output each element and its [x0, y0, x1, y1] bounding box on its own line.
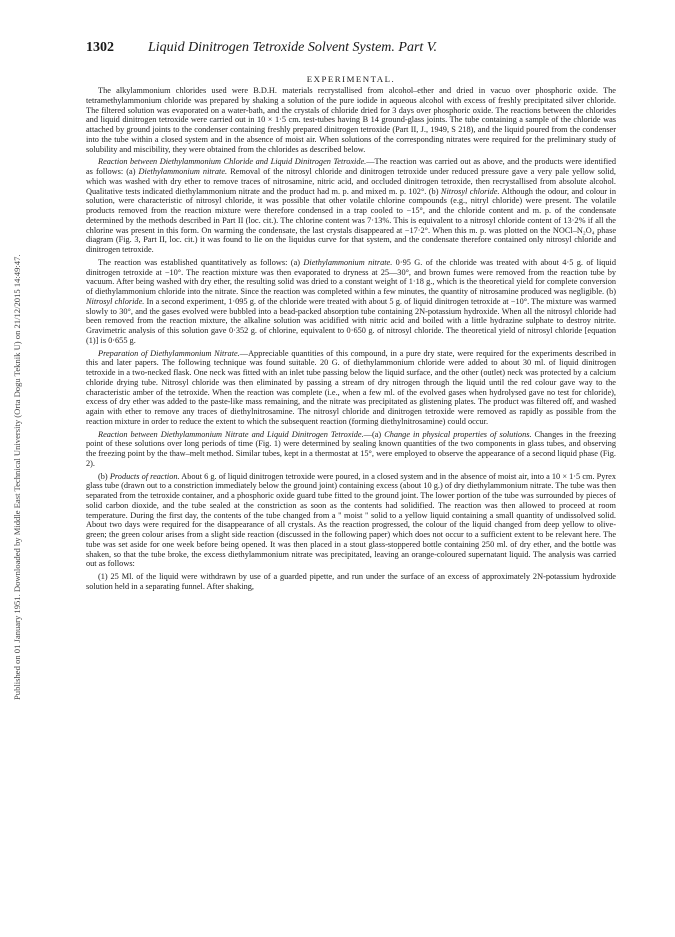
- paragraph-text: 0·95 G. of the chloride was treated with about 4·5 g. of liquid dinitrogen tetroxide at −10°. The reaction mixture was then evaporated to dryness at 25—30°, and brown fumes were removed from the reaction tube by vacuum. After being washed with dry ether, the resulting solid was dried to a constant weight of 1·18 g., which is the theoretical yield for complete conversion of diethylammonium chloride into the nitrate. Since the reaction was completed within a few minutes, the quantity of nitrosamine produced was negligible. (b): [86, 257, 617, 296]
- paragraph-title: Preparation of Diethylammonium Nitrate.: [98, 348, 240, 358]
- inline-emphasis: Diethylammonium nitrate.: [138, 167, 228, 176]
- paragraph-preparation: [86, 349, 616, 427]
- paragraph-text: —Appreciable quantities of this compound, in a pure dry state, were required for the experiments described in this and later papers. The following technique was found suitable. 20 G. of diethylammonium chloride were added to about 30 ml. of liquid dinitrogen tetroxide in a two-necked flask. One neck was fitted with an inlet tube passing below the liquid surface, and the other (outlet) neck was protected by a calcium chloride drying tube. Nitrosyl chloride was then eliminated by passing a stream of dry nitrogen through the liquid until the red colour gave way to the characteristic amber of the tetroxide. When the reaction was complete (i.e., when a few ml. of the evolved gases when hydrolysed gave no test for chloride), excess of dry ether was added to the paste-like mass remaining, and the nitrate was precipitated as glistening plates. The product was filtered off, and washed again with ether to remove any traces of diethylnitrosamine. The nitrosyl chloride and dinitrogen tetroxide were removed as rapidly as possible from the reaction mixture in order to reduce the extent to which the subsequent reaction (forming diethylnitrosamine) could occur.: [86, 348, 616, 426]
- download-watermark: [4, 0, 22, 937]
- paragraph-text: (b): [98, 471, 110, 481]
- article-body: [86, 86, 616, 592]
- paragraph-text: —The reaction was carried out as above, and the products were identified as follows: (a): [86, 157, 616, 176]
- paragraph-nitrate-reaction: [86, 430, 616, 469]
- inline-emphasis: Change in physical properties of solutions.: [384, 429, 532, 439]
- running-title: Liquid Dinitrogen Tetroxide Solvent System. Part V.: [148, 40, 438, 55]
- page-header: [86, 40, 626, 60]
- paragraph-products: [86, 472, 616, 570]
- inline-emphasis: Products of reaction.: [109, 471, 180, 481]
- page-number: 1302: [86, 40, 114, 55]
- inline-emphasis: Nitrosyl chloride.: [86, 296, 145, 306]
- paragraph-text: The reaction was established quantitatively as follows: (a): [98, 257, 304, 267]
- paragraph-title: Reaction between Diethylammonium Chloride and Liquid Dinitrogen Tetroxide.: [98, 157, 367, 167]
- paragraph-diethylammonium-chloride-reaction: [86, 157, 616, 255]
- inline-emphasis: Diethylammonium nitrate.: [303, 257, 393, 267]
- paragraph-title: Reaction between Diethylammonium Nitrate and Liquid Dinitrogen Tetroxide.: [98, 429, 364, 439]
- paragraph-text: About 6 g. of liquid dinitrogen tetroxide were poured, in a closed system and in the absence of moist air, into a 10 × 1·5 cm. Pyrex glass tube (drawn out to a constriction immediately below the ground joint) containing excess (about 10 g.) of dry diethylammonium nitrate. The tube was then separated from the tetroxide container, and a phosphoric oxide guard tube fitted to the ground joint. The lower portion of the tube was surrounded by pieces of solid carbon dioxide, and the tube sealed at the constriction as soon as the contents had solidified. The reaction was then allowed to proceed at room temperature. During the first day, the contents of the tube changed from a " moist " solid to a yellow liquid containing a small quantity of undissolved solid. About two days were required for the disappearance of all crystals. As the reaction progressed, the colour of the liquid changed from deep yellow to olive-green; the green colour arises from a slight side reaction (discussed in the following paper) which does not occur to a sufficient extent to be relevant here. The tube was set aside for one week before being opened. It was then placed in a stout glass-stoppered bottle containing 250 ml. of dry ether, and the bottle was shaken, so that the tube broke, the excess diethylammonium nitrate was precipitated, leaving an orange-coloured supernatant liquid. The analysis was carried out as follows:: [86, 471, 617, 569]
- inline-emphasis: Nitrosyl chloride.: [440, 186, 500, 196]
- paragraph-text: Although the odour, and colour in solution, were characteristic of nitrosyl chloride, it was possible that other volatile chlorine compounds (e.g., nitryl chloride) were present. The volatile products removed from the reaction mixture were therefore condensed in a trap cooled to −15°, and the chloride content and m. p. of the condensate determined by the methods described in Part II (loc. cit.). The chlorine content was 7·13%. This is equivalent to a nitrosyl chloride content of 13·2% if all the chlorine was present in this form. On warming the condensate, the last crystals disappeared at −17·2°. When this m. p. was plotted on the NOCl–N₂O₄ phase diagram (Fig. 3, Part II, loc. cit.) it was found to lie on the liquidus curve for that system, and the condensate therefore contained only nitrosyl chloride and dinitrogen tetroxide.: [86, 186, 616, 254]
- paragraph-text: —(a): [363, 429, 385, 439]
- paragraph-text: Removal of the nitrosyl chloride and dinitrogen tetroxide under reduced pressure gave a very pale yellow solid, which was washed with dry ether to remove traces of nitrosamine, nitric acid, and occluded dinitrogen tetroxide, then recrystallised from absolute alcohol. Qualitative tests indicated diethylammonium nitrate and the product had m. p. and mixed m. p. 102°. (b): [86, 167, 616, 196]
- section-heading: EXPERIMENTAL.: [306, 74, 396, 84]
- paragraph-materials: The alkylammonium chlorides used were B.D.H. materials recrystallised from alcohol–ether and dried in vacuo over phosphoric oxide. The tetramethylammonium chloride was prepared by shaking a solution of the pure iodide in aqueous alcohol with excess of freshly precipitated silver chloride. The filtered solution was evaporated on a water-bath, and the crystals of chloride dried for 3 days over phosphoric oxide. The reactions between the chlorides and liquid dinitrogen tetroxide were carried out in 10 × 1·5 cm. test-tubes having B 14 ground-glass joints. The tube containing a sample of the chloride was attached by ground joints to the condenser containing freshly prepared dinitrogen tetroxide (Part II, J., 1949, S 218), and the liquid poured from the condenser into the tube within a closed system and in the absence of moist air. When solutions of the corresponding nitrates were required for the preliminary study of solubility and miscibility, they were obtained from the chlorides as described below.: [86, 86, 616, 154]
- paragraph-text: In a second experiment, 1·095 g. of the chloride were treated with about 5 g. of liquid dinitrogen tetroxide at −10°. The mixture was warmed slowly to 30°, and the gases evolved were bubbled into a bead-packed absorption tube containing 2N-potassium hydroxide. When all the nitrosyl chloride had been removed from the reaction mixture, the alkaline solution was acidified with nitric acid and boiled with a little hydrazine sulphate to destroy nitrite. Gravimetric analysis of this solution gave 0·352 g. of chlorine, equivalent to 0·650 g. of nitrosyl chloride. The theoretical yield of nitrosyl chloride [equation (1)] is 0·655 g.: [86, 296, 616, 345]
- download-note: Published on 01 January 1951. Downloaded by Middle East Technical University (Orta Dogu Teknik U) on 21/12/2015 14:49:47.: [12, 254, 22, 700]
- paragraph-text: Changes in the freezing point of these solutions over long periods of time (Fig. 1) were determined by sealing known quantities of the two components in glass tubes, and observing the freezing point by the thaw–melt method. Similar tubes, kept in a thermostat at 15°, were employed to observe the appearance of a second liquid phase (Fig. 2).: [86, 429, 616, 468]
- paragraph-analysis-step-1: (1) 25 Ml. of the liquid were withdrawn by use of a guarded pipette, and run under the surface of an excess of approximately 2N-potassium hydroxide solution held in a separating funnel. After shaking,: [86, 572, 616, 591]
- paragraph-quantitative: [86, 258, 616, 346]
